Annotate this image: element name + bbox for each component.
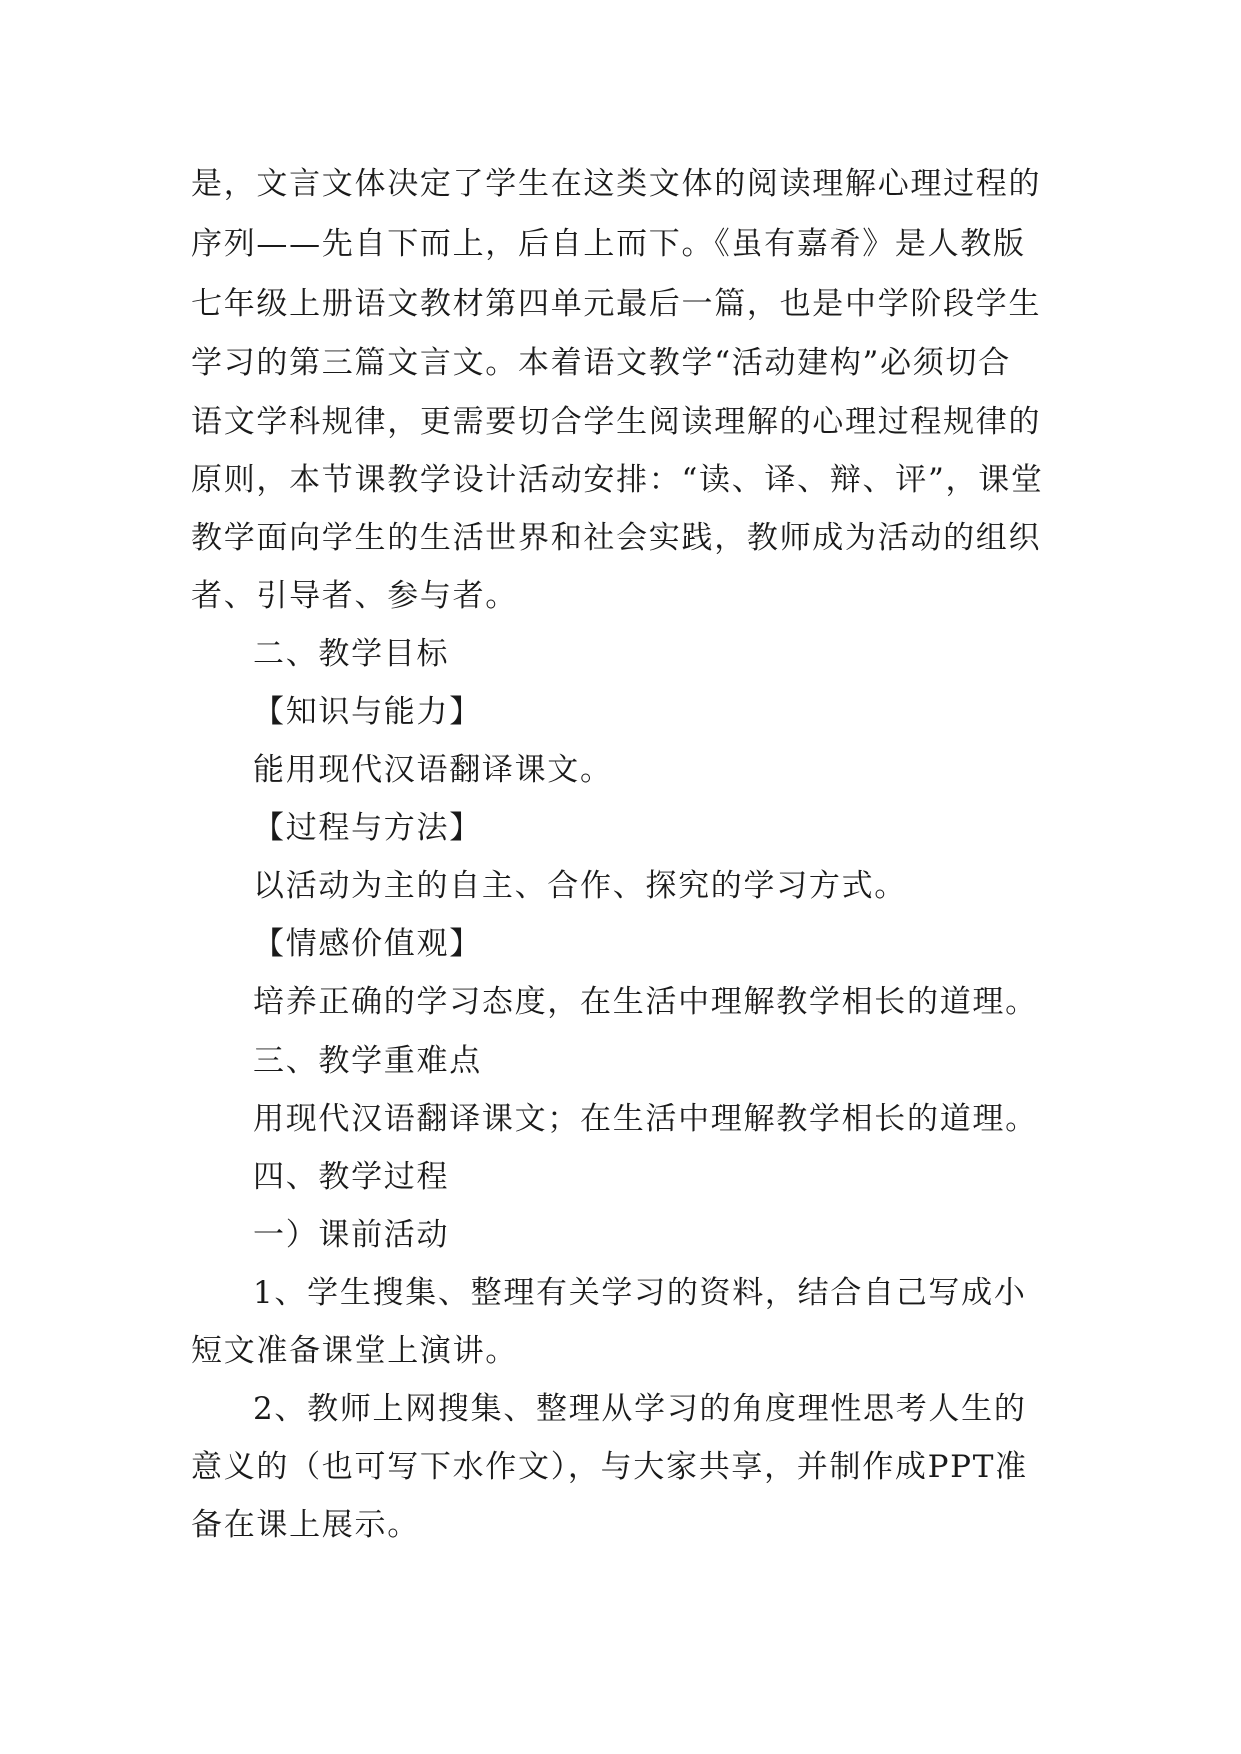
text-line: 用现代汉语翻译课文；在生活中理解教学相长的道理。: [253, 1101, 1038, 1137]
text-line: 七年级上册语文教材第四单元最后一篇，也是中学阶段学生: [191, 286, 1042, 322]
text-line: 原则，本节课教学设计活动安排：“读、译、辩、评”，课堂: [191, 462, 1044, 498]
text-line: 培养正确的学习态度，在生活中理解教学相长的道理。: [253, 984, 1038, 1020]
text-line: 备在课上展示。: [191, 1507, 420, 1543]
text-line: 短文准备课堂上演讲。: [191, 1333, 518, 1369]
subsection-heading: 【情感价值观】: [253, 926, 482, 962]
text-line: 序列——先自下而上，后自上而下。《虽有嘉肴》是人教版: [191, 226, 1026, 262]
text-line: 是，文言文体决定了学生在这类文体的阅读理解心理过程的: [191, 166, 1042, 202]
text-line: 者、引导者、参与者。: [191, 578, 518, 614]
text-line: 语文学科规律，更需要切合学生阅读理解的心理过程规律的: [191, 404, 1042, 440]
subsection-heading: 【过程与方法】: [253, 810, 482, 846]
text-line: 以活动为主的自主、合作、探究的学习方式。: [253, 868, 907, 904]
section-heading: 四、教学过程: [253, 1159, 450, 1195]
section-heading: 二、教学目标: [253, 636, 450, 672]
text-line: 意义的（也可写下水作文），与大家共享，并制作成PPT准: [191, 1449, 1028, 1485]
subsection-heading: 【知识与能力】: [253, 694, 482, 730]
text-line: 1、学生搜集、整理有关学习的资料，结合自己写成小: [253, 1275, 1027, 1311]
section-heading: 三、教学重难点: [253, 1043, 482, 1079]
text-line: 学习的第三篇文言文。本着语文教学“活动建构”必须切合: [191, 345, 1011, 381]
text-line: 2、教师上网搜集、整理从学习的角度理性思考人生的: [253, 1391, 1027, 1427]
text-line: 教学面向学生的生活世界和社会实践，教师成为活动的组织: [191, 520, 1042, 556]
subsection-heading: 一）课前活动: [253, 1217, 450, 1253]
text-line: 能用现代汉语翻译课文。: [253, 752, 613, 788]
